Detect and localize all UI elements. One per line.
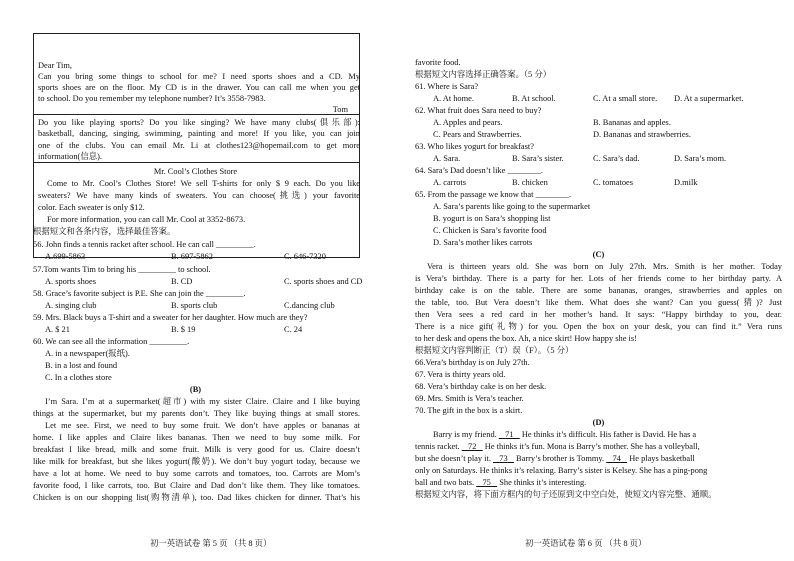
passage-c-line: Vera is thirteen years old. She was born on July 27th. Mrs. Smith is her mother. Today <box>427 262 782 271</box>
passage-d-line <box>415 477 782 488</box>
blank-number: 71 <box>505 430 514 439</box>
option[interactable]: A.699-5863 <box>45 252 86 261</box>
page-footer-right: 初一英语试卷 第 6 页 （共 8 页） <box>525 539 647 548</box>
ad1-line: Do you like playing sports? Do you like singing? We have many clubs(俱乐部): <box>38 118 360 127</box>
passage-c-line: to her desk and opens the box. Ah, a nice skirt! How happy she is! <box>415 334 637 343</box>
blank-number: 75 <box>482 478 491 487</box>
option[interactable]: C. Chicken is Sara’s favorite food <box>433 226 547 235</box>
passage-d-text: Barry is my friend. <box>433 430 497 439</box>
option[interactable]: A. Sara’s parents like going to the supermarket <box>433 202 591 211</box>
passage-d-text: He thinks it’s difficult. His father is David. He has a <box>521 430 697 439</box>
blank-71[interactable] <box>499 430 520 439</box>
option[interactable]: A. Apples and pears. <box>433 118 503 127</box>
option[interactable]: D. Sara’s mother likes carrots <box>433 238 533 247</box>
tf-item: 67. Vera is thirty years old. <box>415 370 506 379</box>
passage-d-text: tennis racket. <box>415 442 460 451</box>
blank-number: 72 <box>468 442 477 451</box>
letter-greeting: Dear Tim, <box>38 61 72 70</box>
passage-d-text: He plays basketball <box>629 454 695 463</box>
option[interactable]: C. Pears and Strawberries. <box>433 130 522 139</box>
passage-b-line: Chicken is on our shopping list(购物清单), too. Dad likes chicken for dinner. That’s his <box>33 493 360 502</box>
passage-d-text: She thinks it’s interesting. <box>499 478 587 487</box>
section-c-heading: (C) <box>592 250 605 259</box>
option[interactable]: B. CD <box>171 277 193 286</box>
passage-c-line: There is a nice gift(礼物) for you. Open the box on your desk, you can find it.” Vera runs <box>415 322 782 331</box>
passage-b-line: like milk for breakfast, but she likes yogurt(酸奶). We don’t buy yogurt today, because we <box>33 457 360 466</box>
option[interactable]: C. Sara’s dad. <box>593 154 640 163</box>
question-56: 56. John finds a tennis racket after school. He can call _________. <box>33 240 256 249</box>
option[interactable]: C.dancing club <box>284 301 335 310</box>
passage-c-line: is Vera’s birthday. There is a party for her. Lots of her friends come to her birthday party. A <box>415 274 782 283</box>
blank-number: 74 <box>612 454 621 463</box>
option[interactable]: B. in a lost and found <box>45 361 118 370</box>
section-b-heading: (B) <box>189 385 202 394</box>
passage-c-line: the table, too. But Vera doesn’t like them. What does she want? Can you guess(猜)? Just <box>415 298 782 307</box>
passage-d-line <box>415 453 782 464</box>
option[interactable]: D. Sara’s mom. <box>674 154 727 163</box>
passage-d-text: ball and two bats. <box>415 478 475 487</box>
letter-line: sports shoes are on the floor. My CD is in the drawer. You can call me when you get <box>38 83 360 92</box>
passage-d-text: Barry’s brother is Tommy. <box>516 454 605 463</box>
tf-item: 66.Vera’s birthday is on July 27th. <box>415 358 530 367</box>
tf-item: 68. Vera’s birthday cake is on her desk. <box>415 382 547 391</box>
option[interactable]: D. Bananas and strawberries. <box>593 130 691 139</box>
letter-line: to school. Do you remember my telephone number? It’s 3558-7983. <box>38 94 266 103</box>
passage-d-text: He thinks it’s fun. Mona is Barry’s mother. She has a volleyball, <box>484 442 700 451</box>
passage-d-line <box>415 441 782 452</box>
tf-item: 69. Mrs. Smith is Vera’s teacher. <box>415 394 524 403</box>
passage-b-line: Let me see. First, we need to buy some fruit. We don’t have apples or bananas at <box>45 421 360 430</box>
question-63: 63. Who likes yogurt for breakfast? <box>415 142 534 151</box>
question-62: 62. What fruit does Sara need to buy? <box>415 106 542 115</box>
ad1-line: one of the clubs. You can email Mr. Li at clothes123@hopemail.com to get more <box>38 141 360 150</box>
option[interactable]: A. in a newspaper(报纸). <box>45 349 130 358</box>
letter-signature: Tom <box>332 105 348 114</box>
option[interactable]: A. sports shoes <box>45 277 96 286</box>
option[interactable]: C. 646-7320 <box>284 252 326 261</box>
passage-b-line: I’m Sara. I’m at a supermarket(超市) with my sister Claire. Claire and I like buying <box>45 397 360 406</box>
option[interactable]: B. Bananas and apples. <box>593 118 671 127</box>
question-59: 59. Mrs. Black buys a T-shirt and a sweater for her daughter. How much are they? <box>33 313 308 322</box>
option[interactable]: A. singing club <box>45 301 97 310</box>
question-57: 57.Tom wants Tim to bring his _________ to school. <box>33 265 211 274</box>
blank-75[interactable] <box>476 478 497 487</box>
blank-73[interactable] <box>493 454 514 463</box>
ad2-title: Mr. Cool’s Clothes Store <box>153 167 238 176</box>
ad2-line: color. Each sweater is only $12. <box>38 203 145 212</box>
option[interactable]: B. sports club <box>171 301 218 310</box>
question-64: 64. Sara’s Dad doesn’t like ________. <box>415 166 544 175</box>
option[interactable]: C. At a small store. <box>593 94 658 103</box>
question-58: 58. Grace’s favorite subject is P.E. She can join the _________. <box>33 289 246 298</box>
ad2-line: sweaters? We have many kinds of sweaters. You can choose(挑选) your favorite <box>38 191 360 200</box>
ad2-line: For more information, you can call Mr. Cool at 3352-8673. <box>47 215 246 224</box>
passage-b-line: home. I like apples and Claire likes bananas. Then we need to buy some milk. For <box>33 433 360 442</box>
option[interactable]: B. At school. <box>512 94 556 103</box>
section-b-instruction: 根据短文内容选择正确答案。（5 分） <box>415 70 552 79</box>
section-a-instruction: 根据短文和各条内容，选择最佳答案。 <box>33 227 176 236</box>
option[interactable]: B. Sara’s sister. <box>512 154 564 163</box>
ad1-line: information(信息). <box>38 152 102 161</box>
option[interactable]: A. Sara. <box>433 154 461 163</box>
passage-b-line: have a lot at home. We need to buy some carrots and tomatoes, too. Carrots are Mom’s <box>33 469 360 478</box>
option[interactable]: D. At a supermarket. <box>674 94 744 103</box>
passage-c-line: then Vera sees a red card in her mother’s hand. It says: “Happy birthday to you, dear. <box>415 310 782 319</box>
section-c-instruction: 根据短文内容判断正（T）误（F）。（5 分） <box>415 346 574 355</box>
option[interactable]: A. carrots <box>433 178 467 187</box>
passage-b-line: favorite food, I like carrots, too. But Claire and Dad don’t like them. They like tomatoes. <box>33 481 360 490</box>
option[interactable]: D.milk <box>674 178 698 187</box>
passage-c-line: birthday cake is on the table. There are some bananas, oranges, strawberries and apples on <box>415 286 782 295</box>
question-65: 65. From the passage we know that ________. <box>415 190 572 199</box>
question-61: 61. Where is Sara? <box>415 82 479 91</box>
option[interactable]: C. sports shoes and CD <box>284 277 363 286</box>
passage-d-text: but she doesn’t play it. <box>415 454 491 463</box>
question-60: 60. We can see all the information _________. <box>33 337 190 346</box>
option[interactable]: C. In a clothes store <box>45 373 112 382</box>
passage-d-line <box>433 429 782 440</box>
passage-b-line: breakfast I like bread, milk and some fruit. Milk is very good for us. Claire doesn’t <box>33 445 360 454</box>
ad1-line: basketball, dancing, singing, swimming, painting and more! If you like, you can join <box>38 129 360 138</box>
divider-2 <box>33 162 360 163</box>
section-d-heading: (D) <box>592 418 605 427</box>
blank-number: 73 <box>499 454 508 463</box>
blank-72[interactable] <box>462 442 483 451</box>
option[interactable]: B. $ 19 <box>171 325 196 334</box>
letter-line: Can you bring some things to school for me? I need sports shoes and a CD. My <box>38 72 360 81</box>
option[interactable]: A. At home. <box>433 94 474 103</box>
blank-74[interactable] <box>606 454 627 463</box>
option[interactable]: B. 697-5862 <box>171 252 213 261</box>
option[interactable]: C. 24 <box>284 325 303 334</box>
passage-b-continuation: favorite food. <box>415 58 461 67</box>
passage-b-line: things at the supermarket, but my parents don’t. They like buying things at small stores. <box>33 409 360 418</box>
option[interactable]: A. $ 21 <box>45 325 70 334</box>
section-d-instruction: 根据短文内容，将下面方框内的句子还原到文中空白处，使短文内容完整、通顺。 <box>415 490 717 499</box>
option[interactable]: B. chicken <box>512 178 548 187</box>
option[interactable]: C. tomatoes <box>593 178 634 187</box>
page-footer-left: 初一英语试卷 第 5 页 （共 8 页） <box>150 539 272 548</box>
tf-item: 70. The gift in the box is a skirt. <box>415 406 523 415</box>
option[interactable]: B. yogurt is on Sara’s shopping list <box>433 214 551 223</box>
passage-d-line: only on Saturdays. He thinks it’s relaxing. Barry’s sister is Kelsey. She has a ping-pong <box>415 466 708 475</box>
ad2-line: Come to Mr. Cool’s Clothes Store! We sell T-shirts for only $ 9 each. Do you like <box>47 179 360 188</box>
